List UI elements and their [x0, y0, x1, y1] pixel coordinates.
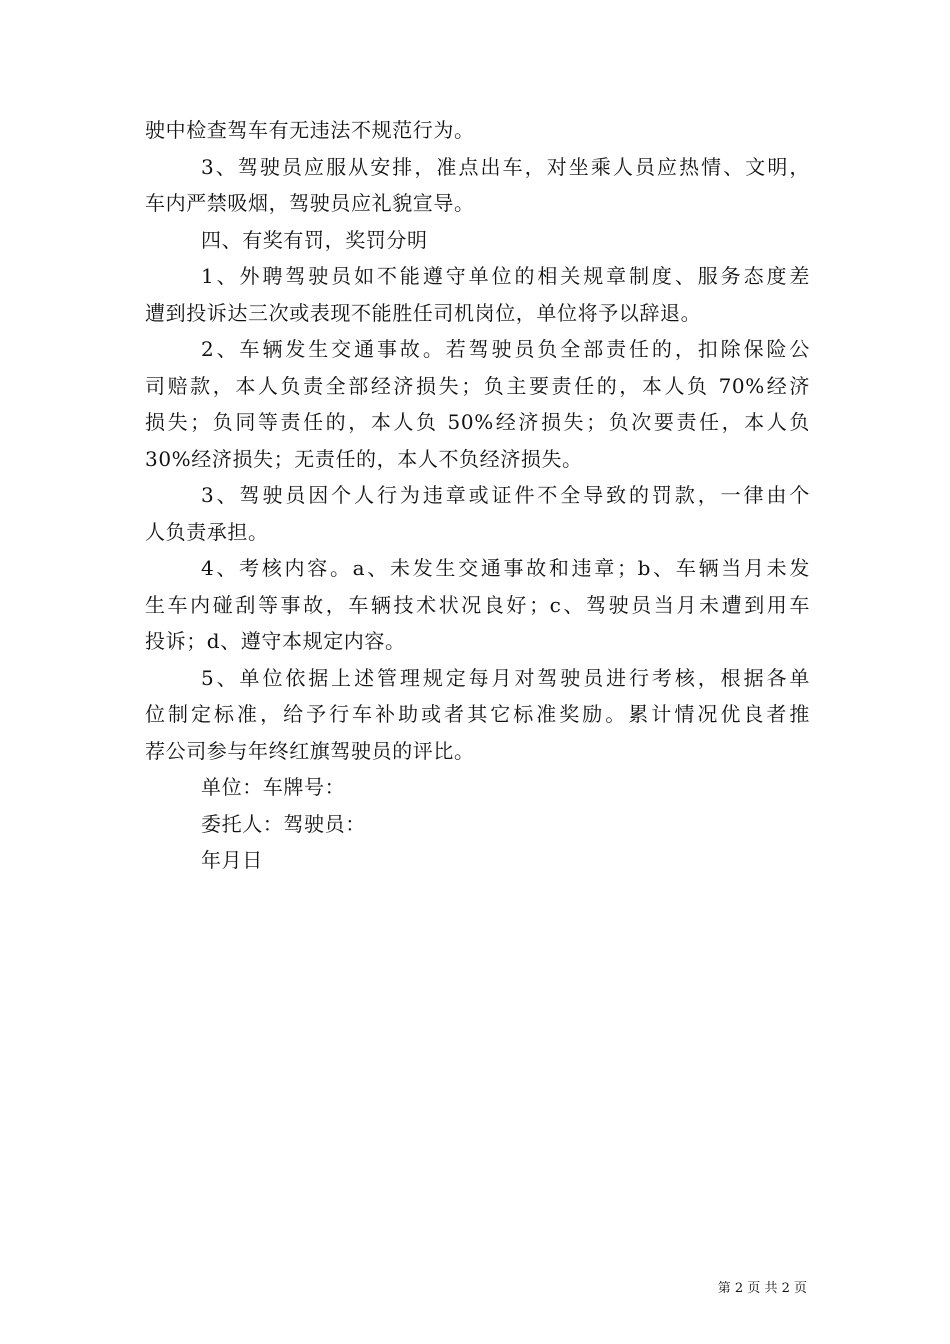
paragraph-line: 荐公司参与年终红旗驾驶员的评比。 — [145, 738, 475, 763]
signature-field-client-driver: 委托人：驾驶员： — [201, 811, 366, 836]
paragraph-line: 人负责承担。 — [145, 519, 269, 544]
paragraph-line: 位制定标准，给予行车补助或者其它标准奖励。累计情况优良者推 — [145, 702, 810, 726]
paragraph-line: 遭到投诉达三次或表现不能胜任司机岗位，单位将予以辞退。 — [145, 300, 702, 325]
paragraph-line: 1、外聘驾驶员如不能遵守单位的相关规章制度、服务态度差 — [201, 264, 810, 288]
signature-field-date: 年月日 — [201, 848, 263, 872]
paragraph-line: 车内严禁吸烟，驾驶员应礼貌宣导。 — [145, 191, 475, 215]
paragraph-line: 生车内碰刮等事故，车辆技术状况良好；c、驾驶员当月未遭到用车 — [145, 592, 810, 617]
paragraph-line: 3、驾驶员因个人行为违章或证件不全导致的罚款，一律由个 — [201, 483, 810, 507]
paragraph-line: 3、驾驶员应服从安排，准点出车，对坐乘人员应热情、文明， — [201, 154, 810, 179]
paragraph-line: 驶中检查驾车有无违法不规范行为。 — [145, 118, 475, 142]
paragraph-line: 4、考核内容。a、未发生交通事故和违章；b、车辆当月未发 — [201, 556, 810, 580]
paragraph-line: 损失；负同等责任的，本人负 50%经济损失；负次要责任，本人负 — [145, 410, 810, 434]
paragraph-line: 30%经济损失；无责任的，本人不负经济损失。 — [145, 446, 583, 471]
signature-field-unit-plate: 单位：车牌号： — [201, 775, 346, 799]
paragraph-line: 2、车辆发生交通事故。若驾驶员负全部责任的，扣除保险公 — [201, 337, 810, 361]
paragraph-line: 投诉；d、遵守本规定内容。 — [145, 629, 406, 653]
section-heading: 四、有奖有罚，奖罚分明 — [201, 227, 428, 252]
paragraph-line: 司赔款，本人负责全部经济损失；负主要责任的，本人负 70%经济 — [145, 373, 810, 398]
document-body — [145, 112, 810, 879]
paragraph-line: 5、单位依据上述管理规定每月对驾驶员进行考核，根据各单 — [201, 665, 810, 690]
page-number: 第 2 页 共 2 页 — [717, 1281, 807, 1296]
